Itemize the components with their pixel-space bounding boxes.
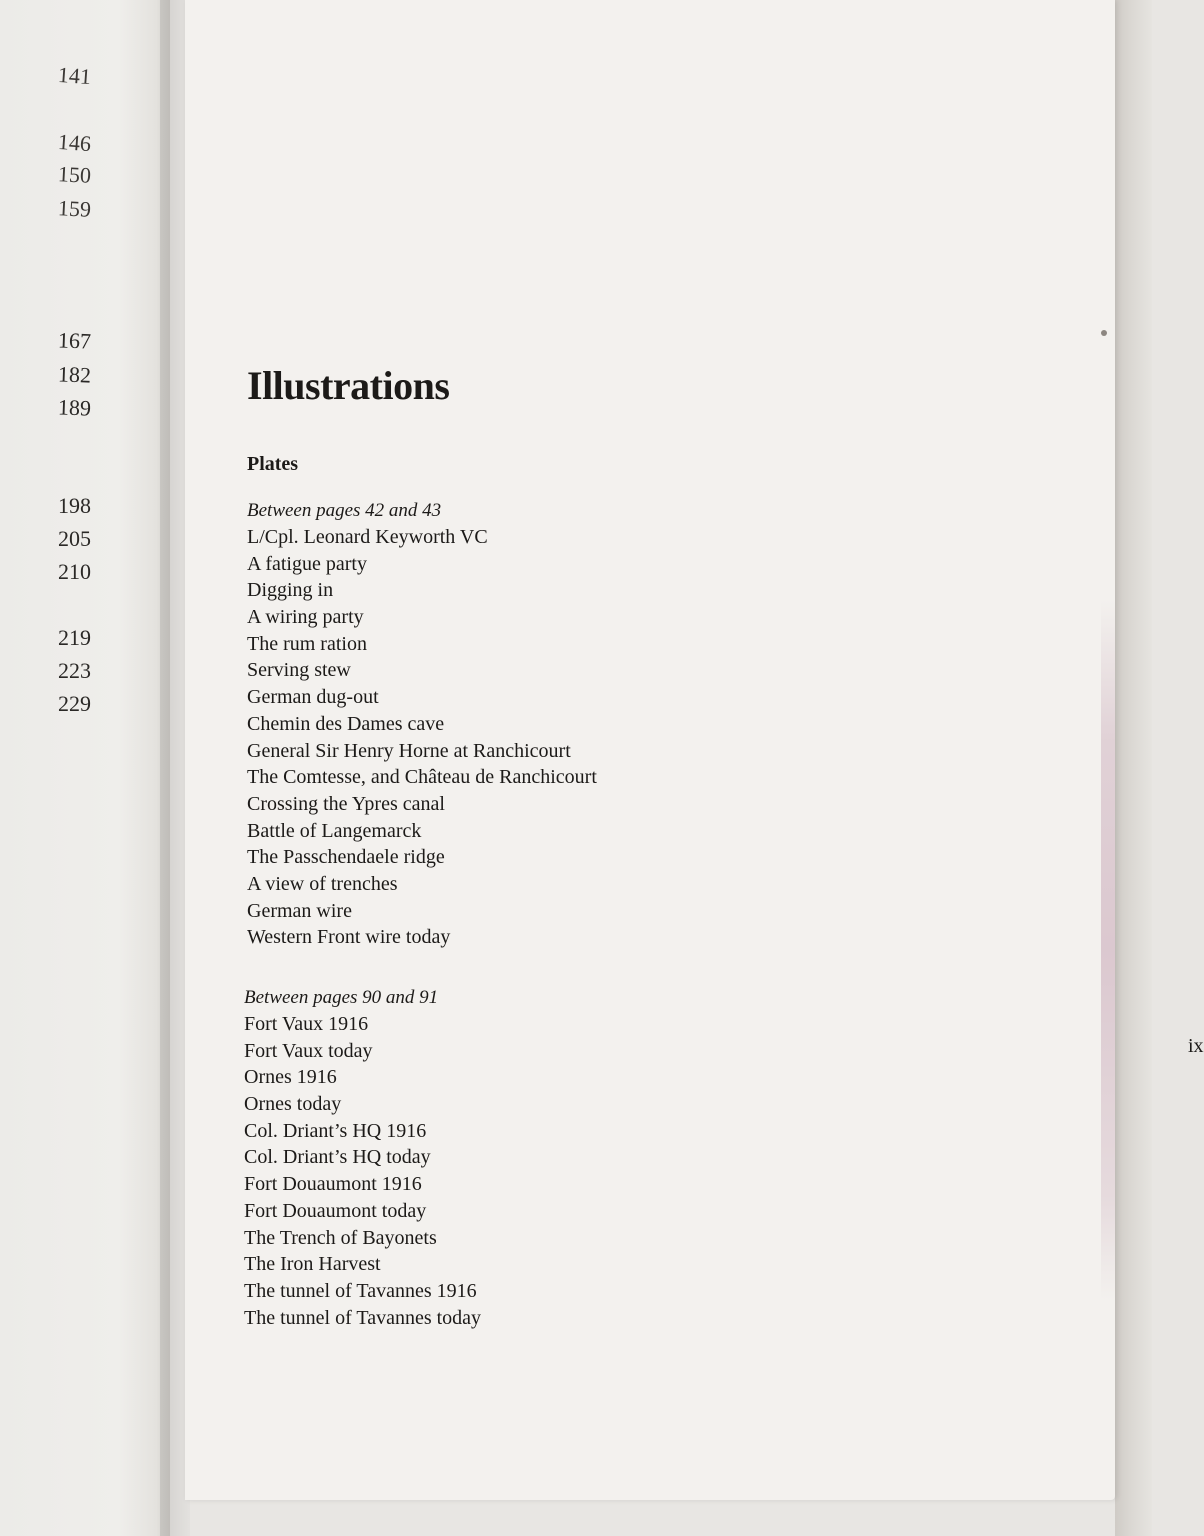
left-page-number: 205 — [58, 526, 91, 551]
plate-item: Crossing the Ypres canal — [247, 792, 445, 815]
plate-item: L/Cpl. Leonard Keyworth VC — [247, 526, 488, 548]
page-edge-stain — [1101, 600, 1115, 1300]
plates-group — [244, 984, 481, 1331]
left-page-number: 223 — [58, 658, 91, 683]
page-mark — [1101, 330, 1107, 336]
plate-item: Fort Vaux today — [244, 1039, 373, 1062]
plate-item: Battle of Langemarck — [247, 819, 422, 842]
plate-item: General Sir Henry Horne at Ranchicourt — [247, 739, 571, 762]
plate-item: German wire — [247, 899, 352, 922]
plate-item: The rum ration — [247, 632, 367, 655]
plate-item: A view of trenches — [247, 872, 398, 895]
plate-item: Col. Driant’s HQ today — [244, 1146, 431, 1169]
left-page-number: 146 — [57, 128, 92, 157]
left-page-number: 182 — [57, 361, 92, 388]
plate-item: Ornes today — [244, 1093, 342, 1116]
left-page-numbers — [50, 0, 170, 1536]
group-heading: Between pages 42 and 43 — [247, 500, 442, 521]
group-heading: Between pages 90 and 91 — [244, 987, 439, 1008]
left-page-number: 159 — [57, 195, 92, 222]
plate-item: The tunnel of Tavannes 1916 — [244, 1279, 477, 1302]
plate-item: Digging in — [247, 579, 334, 602]
left-page-number: 189 — [57, 394, 92, 421]
section-title: Plates — [247, 453, 299, 475]
plate-item: The Passchendaele ridge — [247, 846, 445, 869]
left-page-number: 229 — [58, 691, 91, 716]
page-number: ix — [1188, 1035, 1204, 1057]
plates-group — [247, 497, 597, 951]
left-page-number: 219 — [58, 625, 91, 650]
plate-item: The Trench of Bayonets — [244, 1226, 437, 1249]
left-page-number: 198 — [58, 493, 91, 518]
plate-item: The tunnel of Tavannes today — [244, 1306, 482, 1329]
plate-item: Serving stew — [247, 659, 351, 682]
plate-item: A wiring party — [247, 606, 364, 629]
left-page-number: 141 — [57, 61, 92, 90]
page-title: Illustrations — [247, 363, 450, 408]
plate-item: Fort Vaux 1916 — [244, 1013, 369, 1035]
plate-item: Chemin des Dames cave — [247, 712, 445, 735]
plate-item: A fatigue party — [247, 552, 367, 575]
plate-item: Western Front wire today — [247, 926, 451, 949]
background-surface — [1115, 0, 1152, 1536]
plate-item: German dug-out — [247, 686, 379, 709]
left-page-number: 210 — [58, 559, 91, 584]
left-page — [0, 0, 170, 1536]
plate-item: Col. Driant’s HQ 1916 — [244, 1119, 427, 1142]
plate-item: The Comtesse, and Château de Ranchicourt — [247, 766, 597, 789]
left-page-number: 150 — [57, 161, 92, 188]
plate-item: The Iron Harvest — [244, 1253, 381, 1276]
left-page-number: 167 — [57, 327, 92, 354]
plate-item: Fort Douaumont today — [244, 1199, 427, 1222]
plate-item: Ornes 1916 — [244, 1066, 337, 1089]
plate-item: Fort Douaumont 1916 — [244, 1173, 422, 1196]
